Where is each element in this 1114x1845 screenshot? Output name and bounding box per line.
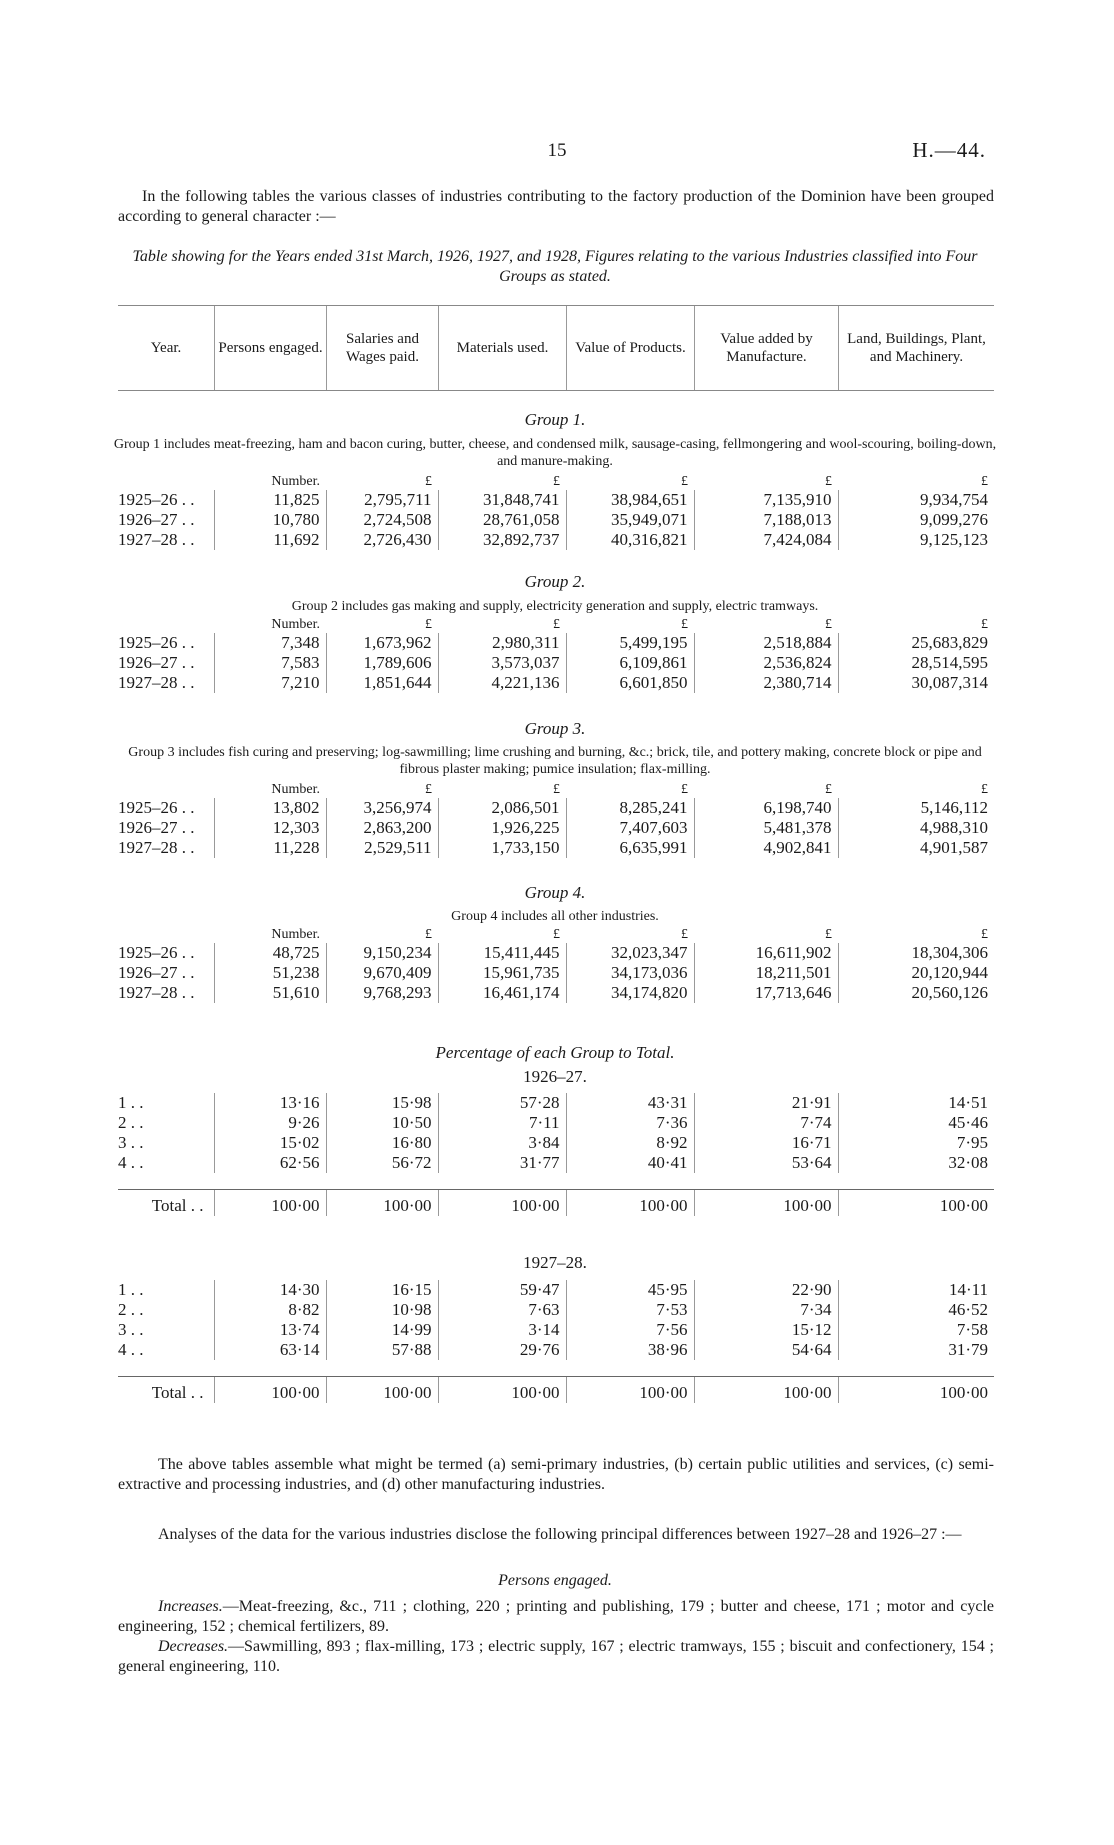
table-title: Table showing for the Years ended 31st March, 1926, 1927, and 1928, Figures relating to the various Industries classified into Four Groups as stated. bbox=[132, 248, 978, 285]
increases-paragraph bbox=[118, 1597, 994, 1637]
decreases-label: Decreases. bbox=[158, 1638, 229, 1655]
percentage-table-1927-28 bbox=[118, 1280, 994, 1403]
decreases-text: —Sawmilling, 893 ; flax-milling, 173 ; electric supply, 167 ; electric tramways, 155 ; biscuit and confectionery, 154 ; general engineering, 110. bbox=[118, 1638, 994, 1675]
percentage-table-1926-27 bbox=[118, 1093, 994, 1216]
table-row: 1926–27 . . 7,583 1,789,606 3,573,037 6,109,861 2,536,824 28,514,595 bbox=[118, 653, 994, 673]
header-persons: Persons engaged. bbox=[214, 306, 326, 390]
percentage-year-1927-28: 1927–28. bbox=[523, 1253, 587, 1272]
group-1-title: Group 1. bbox=[524, 410, 586, 429]
table-row: 1926–27 . . 12,303 2,863,200 1,926,225 7,407,603 5,481,378 4,988,310 bbox=[118, 818, 994, 838]
units-row: Number. £ £ £ £ £ bbox=[271, 474, 988, 489]
group-2-table bbox=[118, 617, 994, 693]
increases-text: —Meat-freezing, &c., 711 ; clothing, 220 ; printing and publishing, 179 ; butter and cheese, 171 ; motor and cycle engineering, 152 ; chemical fertilizers, 89. bbox=[118, 1598, 994, 1635]
units-row: Number. £ £ £ £ £ bbox=[271, 782, 988, 797]
table-row: 1925–26 . . 48,725 9,150,234 15,411,445 32,023,347 16,611,902 18,304,306 bbox=[118, 943, 994, 963]
persons-engaged-heading: Persons engaged. bbox=[498, 1572, 612, 1589]
decreases-paragraph bbox=[118, 1637, 994, 1677]
increases-label: Increases. bbox=[158, 1598, 223, 1615]
group-2-title: Group 2. bbox=[524, 572, 586, 591]
table-row: 4 . . 63·14 57·88 29·76 38·96 54·64 31·79 bbox=[118, 1340, 994, 1360]
table-row: 2 . . 9·26 10·50 7·11 7·36 7·74 45·46 bbox=[118, 1113, 994, 1133]
table-row: 3 . . 13·74 14·99 3·14 7·56 15·12 7·58 bbox=[118, 1320, 994, 1340]
table-row: 2 . . 8·82 10·98 7·63 7·53 7·34 46·52 bbox=[118, 1300, 994, 1320]
percentage-year-1926-27: 1926–27. bbox=[523, 1067, 587, 1086]
table-row: 4 . . 62·56 56·72 31·77 40·41 53·64 32·08 bbox=[118, 1153, 994, 1173]
table-row: 1925–26 . . 11,825 2,795,711 31,848,741 38,984,651 7,135,910 9,934,754 bbox=[118, 490, 994, 510]
header-land: Land, Buildings, Plant, and Machinery. bbox=[838, 306, 994, 390]
table-row: 1925–26 . . 7,348 1,673,962 2,980,311 5,499,195 2,518,884 25,683,829 bbox=[118, 633, 994, 653]
group-4-table bbox=[118, 927, 994, 1003]
percentage-title: Percentage of each Group to Total. bbox=[435, 1043, 675, 1062]
group-4-title: Group 4. bbox=[524, 883, 586, 902]
table-row: 1 . . 14·30 16·15 59·47 45·95 22·90 14·11 bbox=[118, 1280, 994, 1300]
table-row: 1926–27 . . 10,780 2,724,508 28,761,058 35,949,071 7,188,013 9,099,276 bbox=[118, 510, 994, 530]
group-1-table bbox=[118, 474, 994, 550]
units-row: Number. £ £ £ £ £ bbox=[271, 927, 988, 942]
header-value-added: Value added by Manufacture. bbox=[694, 306, 838, 390]
group-1-note: Group 1 includes meat-freezing, ham and bacon curing, butter, cheese, and condensed milk, sausage-casing, fellmongering and wool-scouring, boiling-down, and manure-making. bbox=[113, 437, 997, 469]
closing-paragraph-2: Analyses of the data for the various industries disclose the following principal differences between 1927–28 and 1926–27 :— bbox=[158, 1526, 962, 1543]
group-4-note: Group 4 includes all other industries. bbox=[451, 909, 659, 924]
header-materials: Materials used. bbox=[438, 306, 566, 390]
group-3-table bbox=[118, 782, 994, 858]
group-3-note: Group 3 includes fish curing and preserving; log-sawmilling; lime crushing and burning, &c.; brick, tile, and pottery making, concrete block or pipe and fibrous plaster making; pumice insulation; flax-milling. bbox=[128, 745, 982, 777]
intro-paragraph: In the following tables the various classes of industries contributing to the factory production of the Dominion have been grouped according to general character :— bbox=[118, 188, 994, 225]
page-number: 15 bbox=[547, 140, 567, 161]
header-products: Value of Products. bbox=[566, 306, 694, 390]
total-row: Total . . 100·00 100·00 100·00 100·00 100·00 100·00 bbox=[118, 1190, 994, 1217]
table-header bbox=[118, 305, 994, 391]
table-row: 1926–27 . . 51,238 9,670,409 15,961,735 34,173,036 18,211,501 20,120,944 bbox=[118, 963, 994, 983]
table-row: 1925–26 . . 13,802 3,256,974 2,086,501 8,285,241 6,198,740 5,146,112 bbox=[118, 798, 994, 818]
table-row: 1927–28 . . 51,610 9,768,293 16,461,174 34,174,820 17,713,646 20,560,126 bbox=[118, 983, 994, 1003]
total-row: Total . . 100·00 100·00 100·00 100·00 100·00 100·00 bbox=[118, 1377, 994, 1404]
table-row: 1927–28 . . 7,210 1,851,644 4,221,136 6,601,850 2,380,714 30,087,314 bbox=[118, 673, 994, 693]
document-reference: H.—44. bbox=[912, 138, 986, 162]
group-2-note: Group 2 includes gas making and supply, electricity generation and supply, electric tramways. bbox=[291, 599, 819, 614]
table-row: 1 . . 13·16 15·98 57·28 43·31 21·91 14·51 bbox=[118, 1093, 994, 1113]
table-row: 1927–28 . . 11,692 2,726,430 32,892,737 40,316,821 7,424,084 9,125,123 bbox=[118, 530, 994, 550]
table-row: 3 . . 15·02 16·80 3·84 8·92 16·71 7·95 bbox=[118, 1133, 994, 1153]
table-row: 1927–28 . . 11,228 2,529,511 1,733,150 6,635,991 4,902,841 4,901,587 bbox=[118, 838, 994, 858]
header-salaries: Salaries and Wages paid. bbox=[326, 306, 438, 390]
header-year: Year. bbox=[150, 340, 182, 356]
units-row: Number. £ £ £ £ £ bbox=[271, 617, 988, 632]
group-3-title: Group 3. bbox=[524, 719, 586, 738]
closing-paragraph-1: The above tables assemble what might be termed (a) semi-primary industries, (b) certain public utilities and services, (c) semi-extractive and processing industries, and (d) other manufacturing industries. bbox=[118, 1456, 994, 1493]
